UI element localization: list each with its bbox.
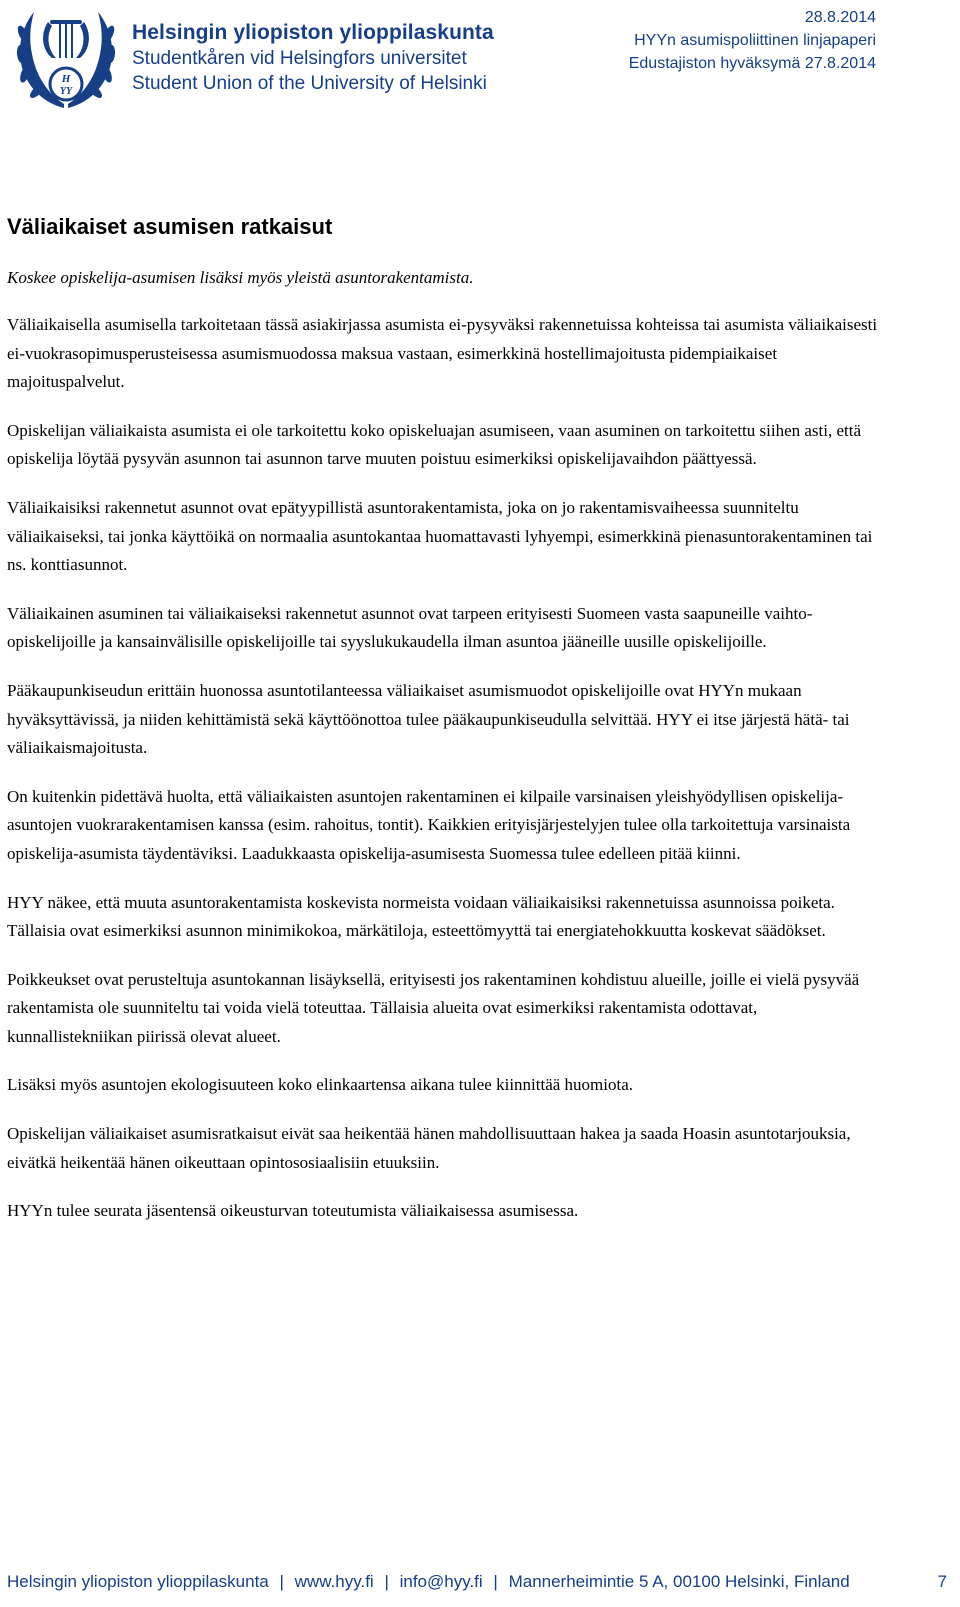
paragraph: Opiskelijan väliaikaista asumista ei ole tarkoitettu koko opiskeluajan asumiseen, vaan asuminen on tarkoitettu siihen asti, että opiskelija löytää pysyvän asunnon tai asunnon tarve muuten poistuu esimerkiksi opiskelijavaihdon päättyessä. bbox=[7, 420, 862, 469]
footer-email-link[interactable]: info@hyy.fi bbox=[399, 1572, 483, 1591]
document-meta bbox=[629, 6, 876, 75]
approval-note: Edustajiston hyväksymä 27.8.2014 bbox=[628, 55, 876, 72]
document-date: 28.8.2014 bbox=[804, 9, 876, 26]
page-footer bbox=[7, 1572, 947, 1592]
paragraph: Väliaikainen asuminen tai väliaikaiseksi rakennetut asunnot ovat tarpeen erityisesti Suomeen vasta saapuneille vaihto-opiskelijoille ja kansainvälisille opiskelijoille tai syyslukukaudella ilman asuntoa jääneille uusille opiskelijoille. bbox=[7, 603, 813, 652]
org-name-finnish: Helsingin yliopiston ylioppilaskunta bbox=[132, 21, 494, 44]
footer-separator: | bbox=[384, 1572, 389, 1591]
paragraph: Väliaikaisiksi rakennetut asunnot ovat epätyypillistä asuntorakentamista, joka on jo rakentamisvaiheessa suunniteltu väliaikaiseksi, tai jonka käyttöikä on normaalia asuntokantaa huomattavasti lyhyempi, esimerkkinä pienasuntorakentaminen tai ns. konttiasunnot. bbox=[7, 497, 873, 575]
document-title: HYYn asumispoliittinen linjapaperi bbox=[634, 32, 876, 49]
paragraph: On kuitenkin pidettävä huolta, että väliaikaisten asuntojen rakentaminen ei kilpaile varsinaisen yleishyödyllisen opiskelija-asuntojen vuokrarakentamisen kanssa (esim. rahoitus, tontit). Kaikkien erityisjärjestelyjen tulee olla tarkoitettuja varsinaista opiskelija-asumista täydentäviksi. Laadukkaasta opiskelija-asumisesta Suomessa tulee edelleen pitää kiinni. bbox=[7, 786, 851, 863]
footer-address: Mannerheimintie 5 A, 00100 Helsinki, Finland bbox=[508, 1572, 850, 1591]
hyy-logo-icon bbox=[10, 4, 122, 116]
paragraph: HYYn tulee seurata jäsentensä oikeusturvan toteutumista väliaikaisessa asumisessa. bbox=[7, 1201, 579, 1221]
paragraph: Lisäksi myös asuntojen ekologisuuteen koko elinkaartensa aikana tulee kiinnittää huomiota. bbox=[7, 1075, 634, 1095]
paragraph: Opiskelijan väliaikaiset asumisratkaisut eivät saa heikentää hänen mahdollisuuttaan hakea ja saada Hoasin asuntotarjouksia, eivätkä heikentää hänen oikeuttaan opintososiaalisiin etuuksiin. bbox=[7, 1124, 851, 1172]
paragraph: Poikkeukset ovat perusteltuja asuntokannan lisäyksellä, erityisesti jos rakentaminen kohdistuu alueille, joille ei vielä pysyvää rakentamista ole suunniteltu tai voida vielä toteuttaa. Tällaisia alueita ovat esimerkiksi rakentamista odottavat, kunnallistekniikan piirissä olevat alueet. bbox=[7, 969, 860, 1046]
paragraph: Pääkaupunkiseudun erittäin huonossa asuntotilanteessa väliaikaiset asumismuodot opiskelijoille ovat HYYn mukaan hyväksyttävissä, ja niiden kehittämistä sekä käyttöönottoa tulee pääkaupunkiseudulla selvittää. HYY ei itse järjestä hätä- tai väliaikaismajoitusta. bbox=[7, 680, 850, 758]
footer-separator: | bbox=[493, 1572, 498, 1591]
section-subtitle: Koskee opiskelija-asumisen lisäksi myös yleistä asuntorakentamista. bbox=[7, 268, 474, 287]
body-text bbox=[7, 311, 887, 1246]
svg-text:H: H bbox=[61, 73, 71, 85]
paragraph: HYY näkee, että muuta asuntorakentamista koskevista normeista voidaan väliaikaisiksi rakennetuissa asunnoissa poiketa. Tällaisia ovat esimerkiksi asunnon minimikokoa, märkätiloja, esteettömyyttä tai energiatehokkuutta koskevat säädökset. bbox=[7, 892, 835, 941]
section-title: Väliaikaiset asumisen ratkaisut bbox=[7, 214, 333, 239]
page-number: 7 bbox=[937, 1572, 947, 1591]
footer-website-link[interactable]: www.hyy.fi bbox=[294, 1572, 374, 1591]
footer-org: Helsingin yliopiston ylioppilaskunta bbox=[7, 1572, 269, 1591]
footer-separator: | bbox=[279, 1572, 284, 1591]
org-name-english: Student Union of the University of Helsinki bbox=[132, 73, 487, 94]
svg-text:YY: YY bbox=[59, 86, 73, 97]
organization-names bbox=[132, 20, 494, 96]
paragraph: Väliaikaisella asumisella tarkoitetaan tässä asiakirjassa asumista ei-pysyväksi rakennetuissa kohteissa tai asumista väliaikaisesti ei-vuokrasopimusperusteisessa asumismuodossa maksua vastaan, esimerkkinä hostellimajoitusta pidempiaikaiset majoituspalvelut. bbox=[7, 315, 878, 392]
org-name-swedish: Studentkåren vid Helsingfors universitet bbox=[132, 48, 467, 69]
